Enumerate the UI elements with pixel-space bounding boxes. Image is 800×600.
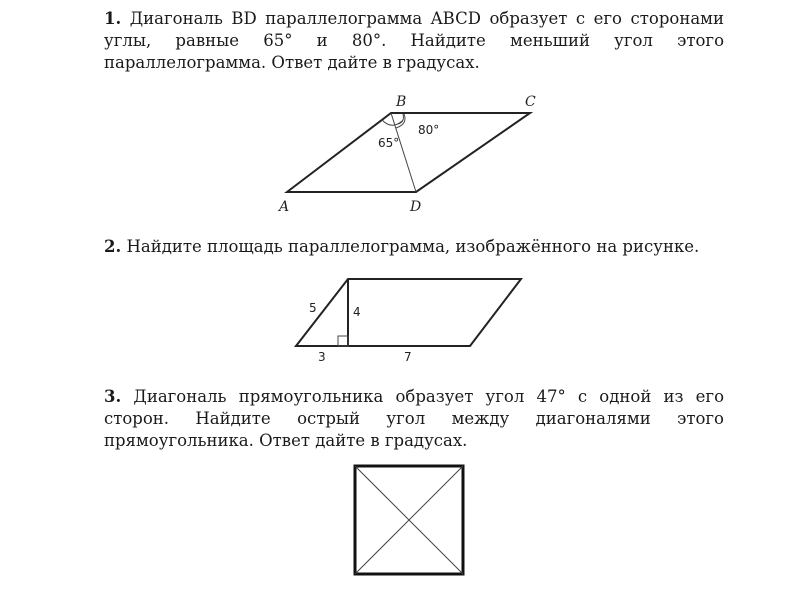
side-label-5: 5 — [309, 301, 317, 315]
segment-label-7: 7 — [404, 350, 412, 364]
problem-3-statement: Диагональ прямоугольника образует угол 47° с одной из его сторон. Найдите острый угол между диагоналями этого прямоугольника. Ответ дайте в градусах. — [104, 387, 724, 450]
height-label-4: 4 — [353, 305, 361, 319]
problem-3-number: 3. — [104, 387, 122, 406]
segment-label-3: 3 — [318, 350, 326, 364]
vertex-c-label: C — [525, 94, 536, 110]
problem-1-statement: Диагональ BD параллелограмма ABCD образует с его сторонами углы, равные 65° и 80°. Найдите меньший угол этого параллелограмма. Ответ дайте в градусах. — [104, 9, 724, 72]
vertex-b-label: B — [396, 94, 407, 110]
vertex-a-label: A — [279, 199, 290, 215]
problem-2-statement: Найдите площадь параллелограмма, изображённого на рисунке. — [126, 237, 700, 256]
problem-1-number: 1. — [104, 9, 122, 28]
problem-2-number: 2. — [104, 237, 122, 256]
angle-80-label: 80° — [418, 123, 440, 137]
vertex-d-label: D — [410, 199, 422, 215]
angle-65-label: 65° — [378, 136, 400, 150]
